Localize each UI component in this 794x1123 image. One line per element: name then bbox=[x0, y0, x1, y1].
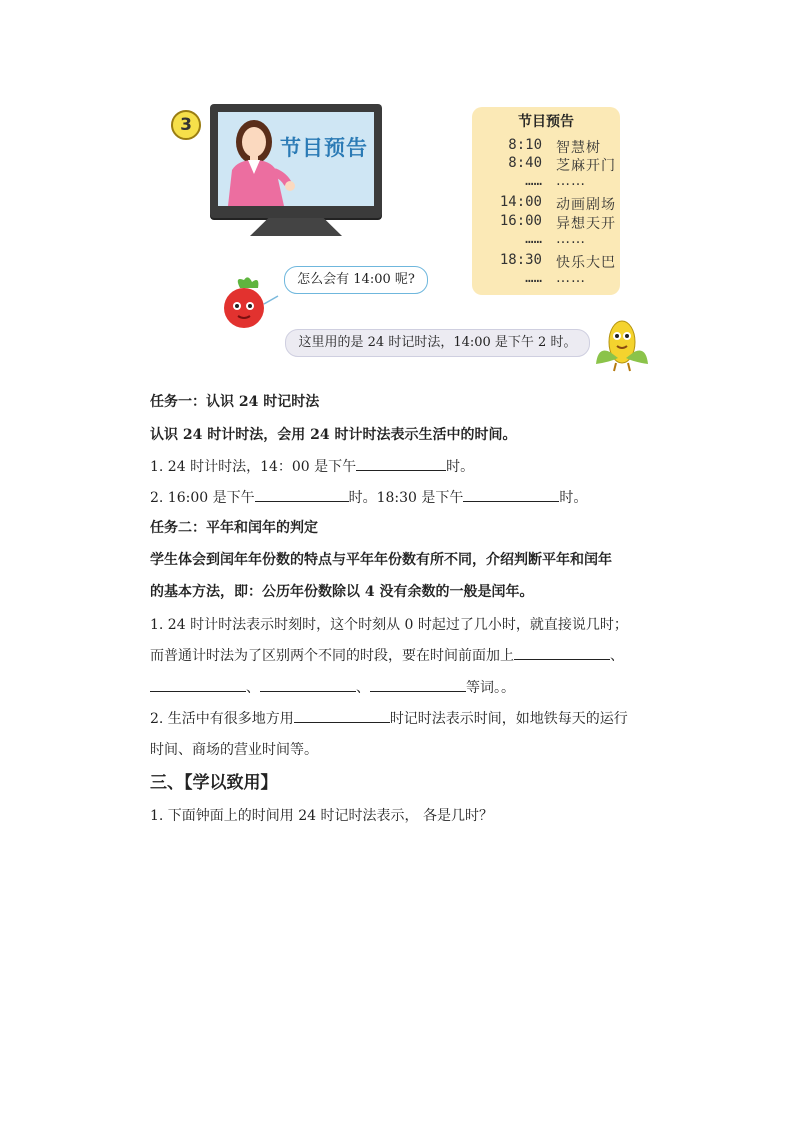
answer-speech-bubble: 这里用的是 24 时记时法，14:00 是下午 2 时。 bbox=[285, 329, 590, 357]
answer-blank[interactable] bbox=[463, 487, 559, 502]
radish-character-icon bbox=[214, 276, 280, 334]
task2-paragraph-1-line-1: 1. 24 时计时法表示时刻时，这个时刻从 0 时起过了几小时，就直接说几时； bbox=[150, 617, 628, 633]
corn-character-icon bbox=[592, 316, 652, 372]
program-schedule-card: 节目预告 8:10 智慧树 8:40 芝麻开门 …… …… 14:00 动画剧场 16:00 异想天开 …… …… 18:30 快乐大巴 …… …… bbox=[472, 107, 620, 295]
task2-paragraph-1-line-3: 、 、 等词。。 bbox=[150, 677, 515, 697]
tv-screen bbox=[218, 112, 374, 206]
answer-blank[interactable] bbox=[514, 645, 610, 660]
answer-blank[interactable] bbox=[150, 677, 246, 692]
example-number-badge: 3 bbox=[171, 110, 201, 140]
task1-question-1: 1. 24 时计时法，14：00 是下午 时。 bbox=[150, 456, 474, 476]
task1-question-2: 2. 16:00 是下午 时。18:30 是下午 时。 bbox=[150, 487, 587, 507]
section-3-heading: 三、【学以致用】 bbox=[150, 773, 278, 793]
answer-blank[interactable] bbox=[370, 677, 466, 692]
task2-paragraph-1-line-2: 而普通计时法为了区别两个不同的时段，要在时间前面加上 、 bbox=[150, 645, 624, 665]
answer-blank[interactable] bbox=[294, 708, 390, 723]
answer-blank[interactable] bbox=[255, 487, 349, 502]
task2-paragraph-2-line-2: 时间、商场的营业时间等。 bbox=[150, 742, 318, 758]
tv-screen-title: 节目预告 bbox=[280, 136, 368, 160]
schedule-title: 节目预告 bbox=[518, 114, 574, 130]
question-speech-bubble: 怎么会有 14:00 呢? bbox=[284, 266, 428, 294]
section-3-question-1: 1. 下面钟面上的时间用 24 时记时法表示， 各是几时？ bbox=[150, 808, 493, 824]
task2-heading: 任务二：平年和闰年的判定 bbox=[150, 520, 318, 536]
television bbox=[210, 104, 382, 218]
task2-paragraph-2-line-1: 2. 生活中有很多地方用 时记时法表示时间，如地铁每天的运行 bbox=[150, 708, 628, 728]
tv-stand bbox=[250, 218, 342, 236]
answer-blank[interactable] bbox=[356, 456, 446, 471]
task1-intro: 认识 24 时计时法，会用 24 时计时法表示生活中的时间。 bbox=[150, 427, 517, 443]
task2-intro-line-2: 的基本方法，即：公历年份数除以 4 没有余数的一般是闰年。 bbox=[150, 584, 534, 600]
task2-intro-line-1: 学生体会到闰年年份数的特点与平年年份数有所不同，介绍判断平年和闰年 bbox=[150, 552, 612, 568]
task1-heading: 任务一：认识 24 时记时法 bbox=[150, 394, 320, 410]
answer-blank[interactable] bbox=[260, 677, 356, 692]
